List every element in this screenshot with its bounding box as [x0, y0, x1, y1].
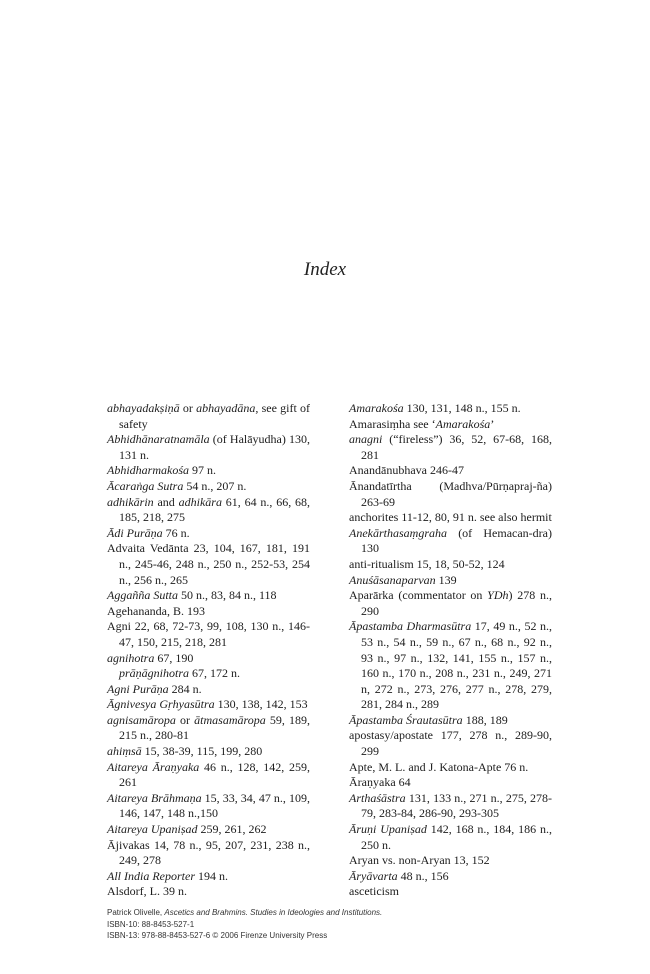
footer-isbn13: ISBN-13: 978-88-8453-527-6 © 2006 Firenze University Press: [107, 931, 328, 940]
entry-italic-text: adhikāra: [178, 494, 222, 509]
entry-text: 50 n., 83, 84 n., 118: [178, 588, 277, 603]
entry-text: 142, 168 n., 184, 186 n., 250 n.: [361, 822, 552, 852]
index-entry: [107, 401, 310, 432]
index-entry: [107, 604, 310, 620]
index-entry: [349, 510, 552, 526]
index-entry: [107, 588, 310, 604]
index-entry: [107, 884, 310, 900]
footer-book-title: Ascetics and Brahmins. Studies in Ideologies and Institutions.: [164, 908, 383, 917]
entry-text: 194 n.: [194, 868, 228, 883]
entry-text: 130, 131, 148 n., 155 n.: [403, 401, 521, 415]
entry-text: 15, 33, 34, 47 n., 109, 146, 147, 148 n.,150: [119, 790, 310, 821]
entry-italic-text: Aitareya Āraṇyaka: [107, 759, 200, 774]
index-entry: [349, 588, 552, 619]
entry-italic-text: Āpastamba Dharmasūtra: [349, 619, 472, 634]
entry-text: Agehananda, B. 193: [107, 603, 205, 618]
entry-text: Ānandatīrtha (Madhva/Pūrṇapraj-ña) 263-69: [349, 478, 552, 509]
entry-text: Apte, M. L. and J. Katona-Apte 76 n.: [349, 759, 529, 774]
footer-isbn10: ISBN-10: 88-8453-527-1: [107, 919, 195, 929]
footer-author: Patrick Olivelle,: [107, 908, 165, 917]
entry-text: Ājivakas 14, 78 n., 95, 207, 231, 238 n., 249, 278: [107, 837, 310, 868]
index-entry: [349, 432, 552, 463]
index-entry: [349, 822, 552, 853]
entry-text: 97 n.: [189, 463, 216, 478]
entry-text: or: [179, 401, 197, 415]
entry-text: 131, 133 n., 271 n., 275, 278-79, 283-84, 286-90, 293-305: [361, 790, 552, 821]
index-entry: [107, 651, 310, 667]
entry-italic-text: Āruṇi Upaniṣad: [349, 822, 427, 837]
entry-italic-text: prāṇāgnihotra: [119, 666, 190, 681]
entry-text: 139: [435, 572, 457, 587]
entry-text: apostasy/apostate 177, 278 n., 289-90, 299: [349, 728, 552, 759]
entry-text: ’: [490, 416, 495, 431]
index-entry: [107, 541, 310, 588]
index-entry: [349, 869, 552, 885]
entry-text: Amarasiṃha see ‘: [349, 416, 436, 431]
index-entry: [349, 573, 552, 589]
index-entry: [107, 432, 310, 463]
entry-text: 259, 261, 262: [197, 822, 267, 837]
entry-text: Agni 22, 68, 72-73, 99, 108, 130 n., 146-47, 150, 215, 218, 281: [107, 619, 310, 649]
index-entry: [349, 619, 552, 713]
entry-text: see gift of safety: [119, 401, 311, 431]
entry-italic-text: ātmasamāropa: [194, 712, 266, 727]
entry-italic-text: YDh: [487, 588, 509, 603]
entry-text: 284 n.: [168, 681, 202, 696]
index-entry: [349, 853, 552, 869]
entry-text: anchorites 11-12, 80, 91 n. see also hermit: [349, 510, 552, 525]
entry-text: Aryan vs. non-Aryan 13, 152: [349, 853, 490, 868]
index-entry: [107, 869, 310, 885]
entry-text: (of Hemacan-dra) 130: [361, 525, 552, 556]
entry-italic-text: agnihotra: [107, 650, 155, 665]
index-entry: [107, 697, 310, 713]
entry-text: ) 278 n., 290: [361, 588, 552, 618]
entry-italic-text: Aitareya Upaniṣad: [107, 822, 198, 837]
index-entry: [349, 557, 552, 573]
entry-text: Anandānubhava 246-47: [349, 463, 464, 478]
entry-italic-text: Āpastamba Śrautasūtra: [349, 712, 463, 727]
index-entry: [107, 479, 310, 495]
index-subentry: [107, 666, 310, 682]
index-entry: [349, 401, 552, 417]
entry-text: and: [153, 494, 179, 509]
entry-italic-text: abhayadakṣiṇā: [107, 401, 180, 415]
index-entry: [107, 760, 310, 791]
entry-text: Āraṇyaka 64: [349, 775, 411, 790]
entry-text: (of Halāyudha) 130, 131 n.: [119, 432, 310, 462]
entry-text: Aparārka (commentator on: [349, 588, 488, 603]
index-entry: [349, 479, 552, 510]
index-entry: [107, 682, 310, 698]
index-entry: [349, 526, 552, 557]
entry-italic-text: abhayadāna,: [196, 401, 259, 415]
index-entry: [107, 822, 310, 838]
entry-italic-text: Anuśāsanaparvan: [349, 572, 436, 587]
entry-italic-text: All India Reporter: [107, 868, 195, 883]
entry-italic-text: Āryāvarta: [349, 868, 398, 883]
index-entry: [107, 619, 310, 650]
entry-text: 67, 190: [154, 650, 194, 665]
index-column-left: [107, 401, 310, 900]
entry-text: 59, 189, 215 n., 280-81: [119, 712, 310, 743]
entry-italic-text: Anekārthasaṃgraha: [349, 525, 447, 540]
entry-italic-text: agnisamāropa: [107, 712, 176, 727]
index-entry: [349, 713, 552, 729]
entry-italic-text: Arthaśāstra: [349, 790, 406, 805]
index-entry: [107, 495, 310, 526]
index-entry: [349, 760, 552, 776]
entry-text: 76 n.: [162, 525, 190, 540]
index-entry: [107, 713, 310, 744]
index-entry: [349, 775, 552, 791]
entry-italic-text: Amarakośa: [435, 416, 491, 431]
entry-italic-text: ahiṃsā: [107, 744, 142, 759]
footer-citation: [107, 907, 382, 919]
footer: [107, 907, 382, 942]
entry-text: 15, 38-39, 115, 199, 280: [141, 744, 263, 759]
entry-text: 54 n., 207 n.: [183, 478, 247, 493]
entry-text: (“fireless”) 36, 52, 67-68, 168, 281: [361, 432, 552, 462]
index-entry: [107, 744, 310, 760]
entry-text: 61, 64 n., 66, 68, 185, 218, 275: [119, 494, 311, 525]
entry-italic-text: adhikārin: [107, 494, 154, 509]
entry-text: 130, 138, 142, 153: [214, 697, 308, 712]
entry-text: 17, 49 n., 52 n., 53 n., 54 n., 59 n., 67 n., 68 n., 92 n., 93 n., 97 n., 132, 141, 155 n., 157 n., 160 n., 170 n., 208 n., 231 n., 249, 271 n, 272 n., 273, 276, 277 n., 278, 279, 281, 284 n., 289: [361, 619, 552, 712]
entry-italic-text: Ādi Purāṇa: [107, 525, 163, 540]
entry-text: 67, 172 n.: [189, 666, 241, 681]
entry-italic-text: Aitareya Brāhmaṇa: [107, 790, 202, 805]
entry-text: or: [175, 712, 195, 727]
index-entry: [349, 417, 552, 433]
entry-text: Advaita Vedānta 23, 104, 167, 181, 191 n., 245-46, 248 n., 250 n., 252-53, 254 n., 256 n., 265: [107, 541, 310, 587]
entry-text: anti-ritualism 15, 18, 50-52, 124: [349, 556, 505, 571]
entry-italic-text: Āgnivesya Gṛhyasūtra: [107, 697, 215, 712]
index-entry: [349, 791, 552, 822]
entry-italic-text: Abhidhānaratnamāla: [107, 432, 210, 447]
entry-text: Alsdorf, L. 39 n.: [107, 884, 187, 899]
entry-text: 188, 189: [462, 712, 508, 727]
entry-italic-text: anagni: [349, 432, 383, 447]
entry-italic-text: Agni Purāṇa: [107, 681, 169, 696]
entry-text: 46 n., 128, 142, 259, 261: [119, 759, 311, 790]
entry-italic-text: Aggañña Sutta: [107, 588, 178, 603]
entry-text: 48 n., 156: [397, 868, 449, 883]
entry-italic-text: Amarakośa: [349, 401, 404, 415]
entry-italic-text: Ācaraṅga Sutra: [107, 478, 184, 493]
index-entry: [349, 728, 552, 759]
index-entry: [107, 526, 310, 542]
entry-text: asceticism: [349, 884, 399, 899]
index-entry: [107, 838, 310, 869]
index-column-right: [349, 401, 552, 900]
index-entry: [107, 463, 310, 479]
page-title: Index: [303, 259, 347, 280]
index-entry: [107, 791, 310, 822]
entry-italic-text: Abhidharmakośa: [107, 463, 189, 478]
index-entry: [349, 463, 552, 479]
index-entry: [349, 884, 552, 900]
